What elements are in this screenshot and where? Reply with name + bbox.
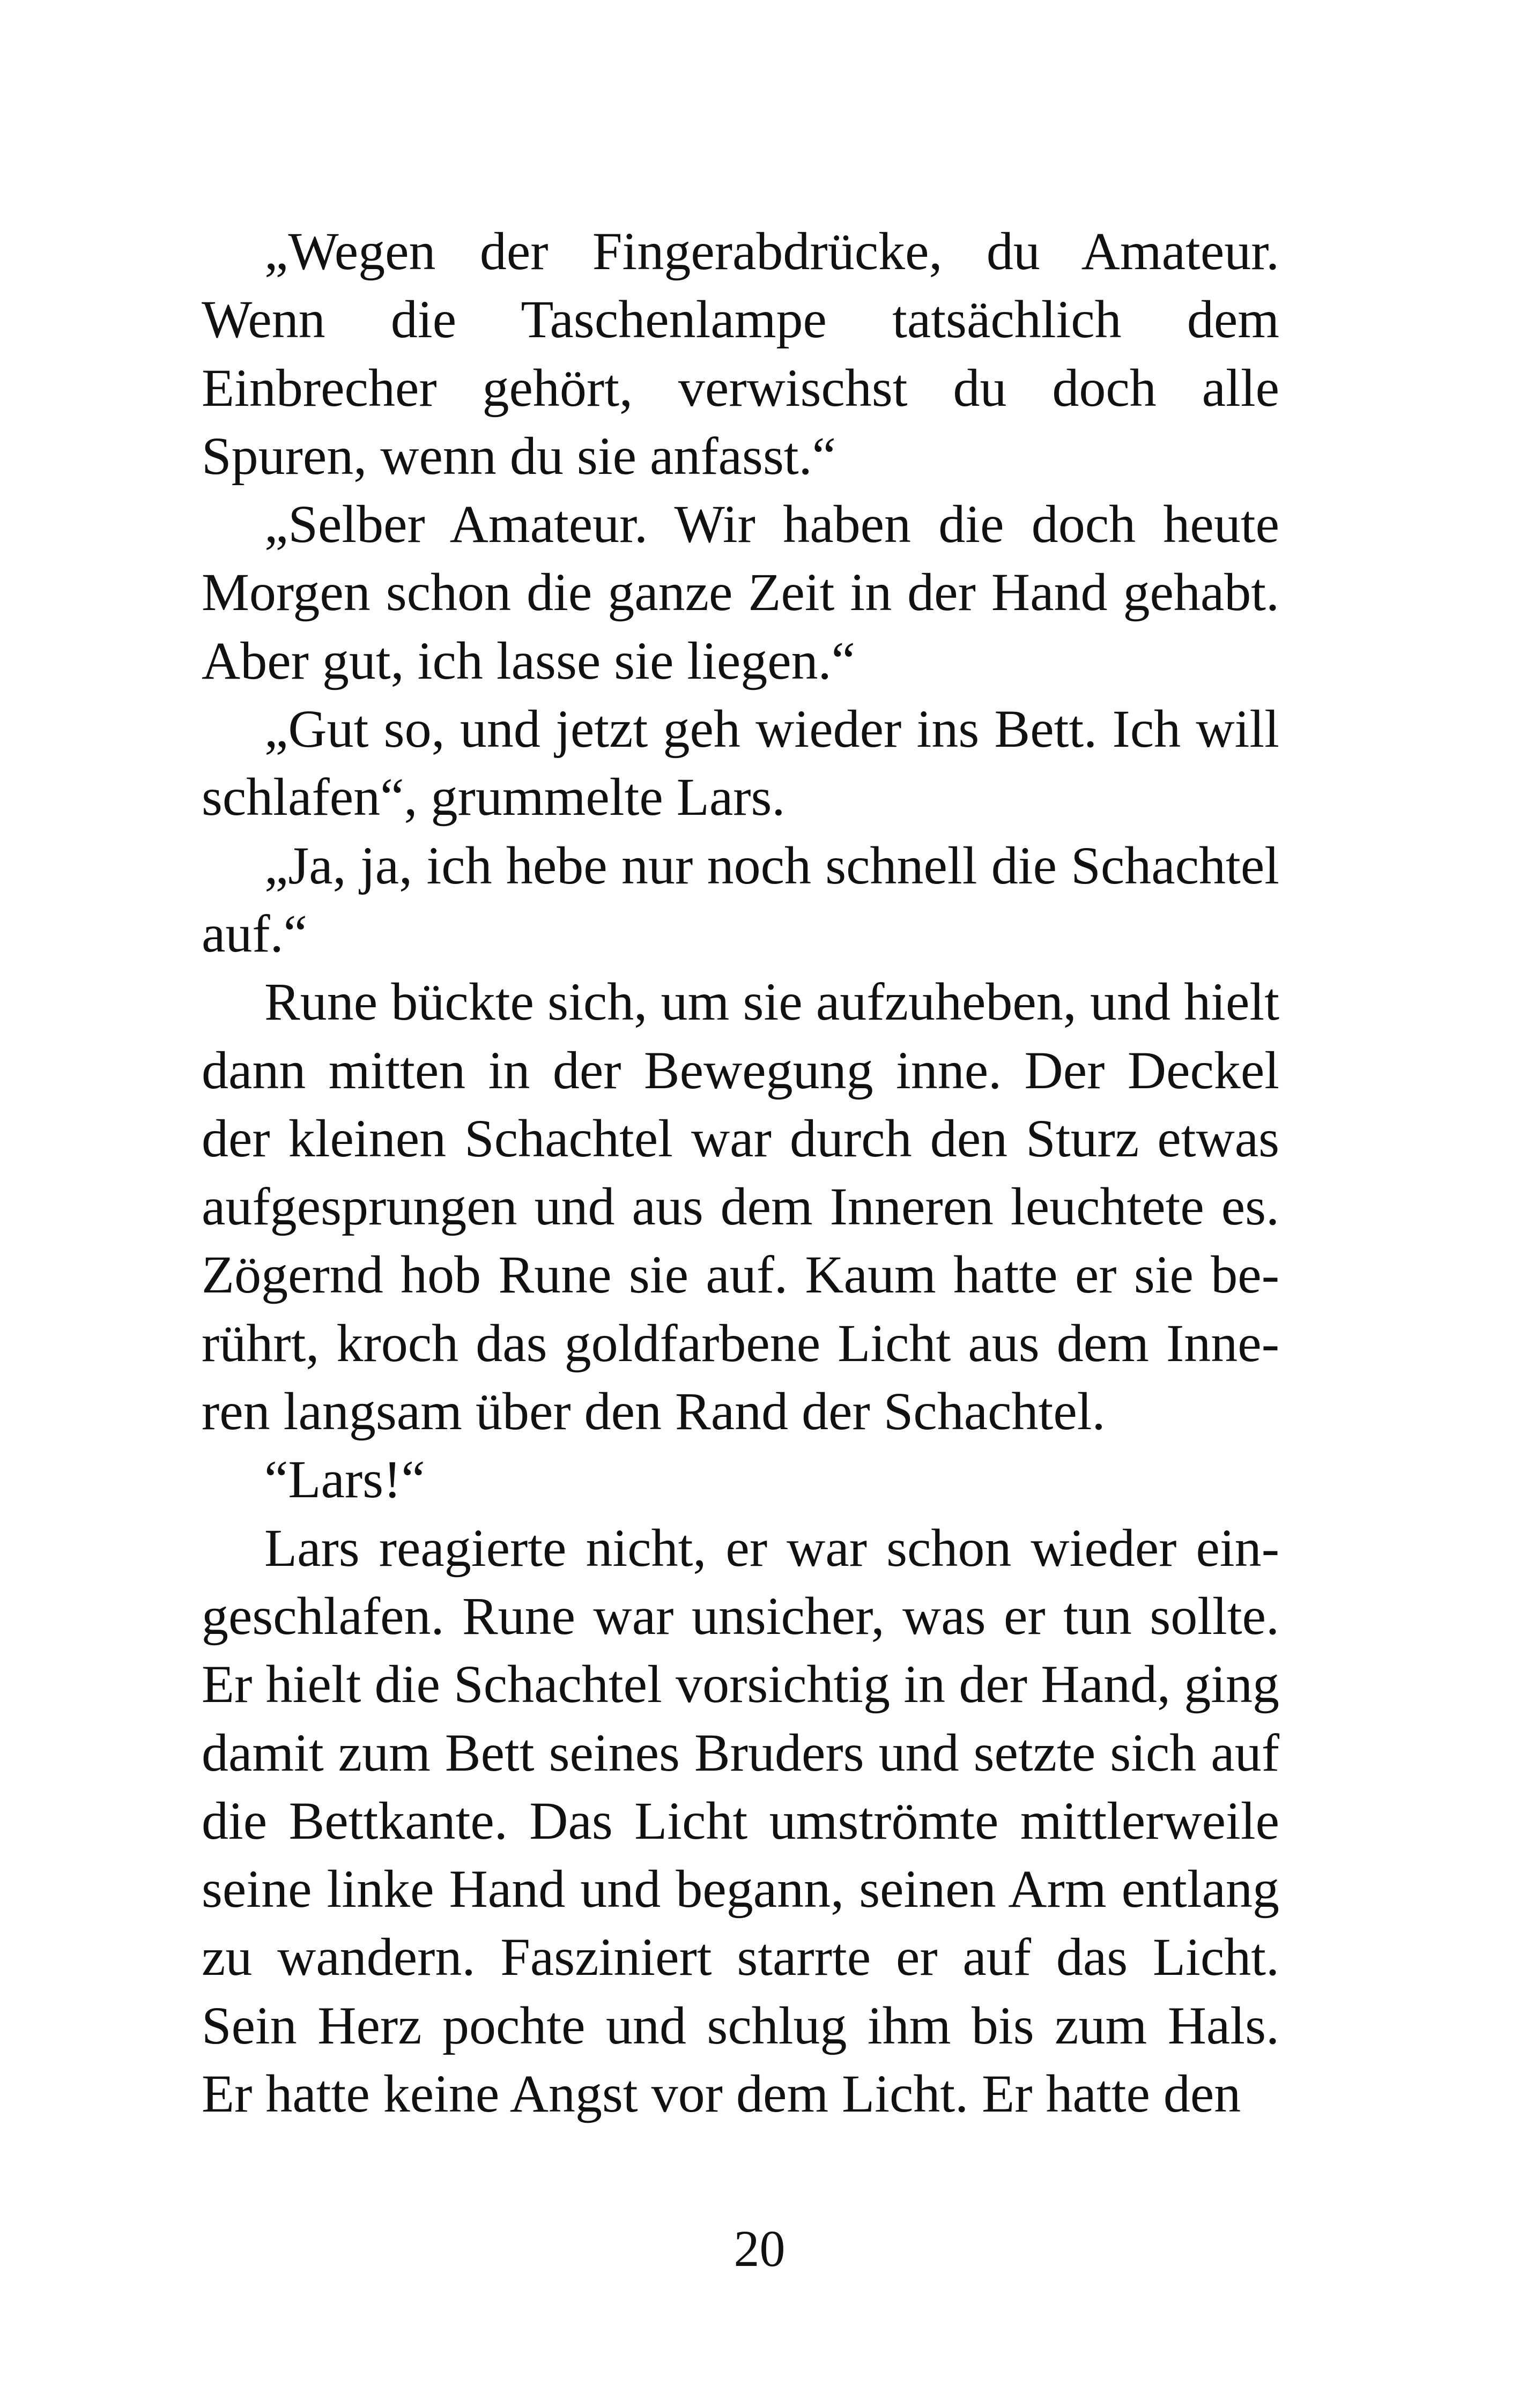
paragraph-7: Lars reagierte nicht, er war schon wieder eingeschlafen. Rune war unsicher, was er tun sollte. Er hielt die Schachtel vorsichtig in der Hand, ging damit zum Bett seines Bruders und setzte sich auf die Bettkante. Das Licht umströmte mittlerweile seine linke Hand und begann, seinen Arm entlang zu wandern. Fasziniert starrte er auf das Licht. Sein Herz pochte und schlug ihm bis zum Hals. Er hatte keine Angst vor dem Licht. Er hatte den	[202, 1518, 1279, 2124]
paragraph-1: „Wegen der Fingerabdrücke, du Amateur. Wenn die Taschenlampe tatsächlich dem Einbrecher gehört, verwischst du doch alle Spuren, wenn du sie anfasst.“	[202, 221, 1279, 486]
page-number: 20	[733, 2220, 786, 2277]
paragraph-3: „Gut so, und jetzt geh wieder ins Bett. Ich will schlafen“, grummelte Lars.	[202, 699, 1279, 827]
paragraph-6: “Lars!“	[264, 1450, 425, 1510]
body-text	[202, 217, 1279, 2128]
paragraph-2: „Selber Amateur. Wir haben die doch heute Morgen schon die ganze Zeit in der Hand gehabt. Aber gut, ich lasse sie liegen.“	[202, 494, 1279, 690]
paragraph-4: „Ja, ja, ich hebe nur noch schnell die Schachtel auf.“	[202, 835, 1279, 963]
paragraph-5: Rune bückte sich, um sie aufzuheben, und hielt dann mitten in der Bewegung inne. Der Deckel der kleinen Schachtel war durch den Sturz etwas aufgesprungen und aus dem Inneren leuchtete es. Zögernd hob Rune sie auf. Kaum hatte er sie berührt, kroch das goldfarbene Licht aus dem Inneren langsam über den Rand der Schachtel.	[202, 972, 1279, 1441]
